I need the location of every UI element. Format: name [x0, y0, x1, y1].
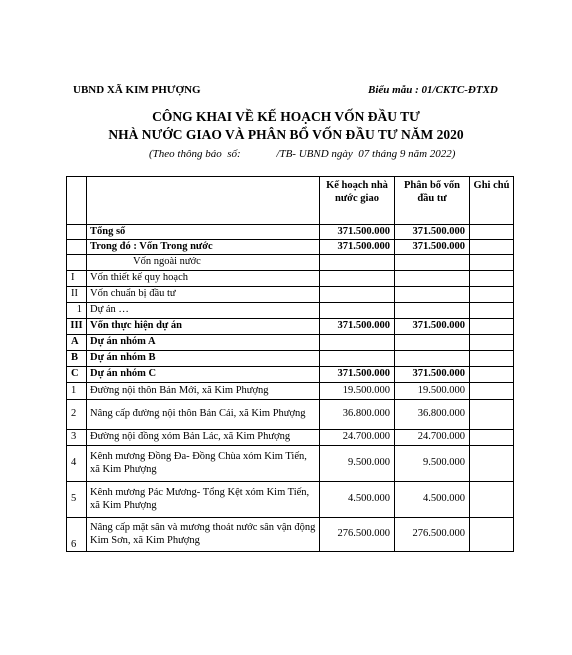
- row-plan: 276.500.000: [320, 518, 395, 552]
- header-alloc: Phân bổ vốn đầu tư: [395, 177, 470, 225]
- table-row: [67, 482, 514, 518]
- row-note: [470, 518, 514, 552]
- row-stt: 1: [67, 303, 87, 319]
- row-alloc: [395, 271, 470, 287]
- table-row: [67, 383, 514, 400]
- table-row: [67, 518, 514, 552]
- table-row: [67, 271, 514, 287]
- row-name: Nâng cấp mặt sân và mương thoát nước sân vận động Kim Sơn, xã Kim Phượng: [87, 518, 320, 552]
- row-note: [470, 319, 514, 335]
- row-stt: [67, 225, 87, 240]
- table-row: [67, 319, 514, 335]
- row-alloc: 371.500.000: [395, 240, 470, 255]
- row-name: Vốn ngoài nước: [87, 255, 320, 271]
- header-note: Ghi chú: [470, 177, 514, 225]
- row-name: Kênh mương Pác Mương- Tổng Kệt xóm Kim Tiến, xã Kim Phượng: [87, 482, 320, 518]
- table-row: [67, 430, 514, 446]
- row-name: Vốn thiết kế quy hoạch: [87, 271, 320, 287]
- row-name: Trong đó : Vốn Trong nước: [87, 240, 320, 255]
- row-note: [470, 287, 514, 303]
- row-name: Nâng cấp đường nội thôn Bản Cái, xã Kim Phượng: [87, 400, 320, 430]
- row-stt: 3: [67, 430, 87, 446]
- row-alloc: [395, 335, 470, 351]
- row-plan: 371.500.000: [320, 367, 395, 383]
- row-plan: [320, 255, 395, 271]
- row-note: [470, 367, 514, 383]
- row-note: [470, 240, 514, 255]
- form-code: Biểu mẫu : 01/CKTC-ĐTXD: [368, 84, 498, 96]
- table-row: [67, 446, 514, 482]
- row-plan: 24.700.000: [320, 430, 395, 446]
- row-stt: II: [67, 287, 87, 303]
- row-note: [470, 335, 514, 351]
- row-stt: I: [67, 271, 87, 287]
- row-stt: C: [67, 367, 87, 383]
- investment-plan-table: [66, 176, 514, 552]
- row-stt: III: [67, 319, 87, 335]
- row-note: [470, 400, 514, 430]
- row-note: [470, 271, 514, 287]
- row-stt: 5: [67, 482, 87, 518]
- row-alloc: 24.700.000: [395, 430, 470, 446]
- table-row: [67, 400, 514, 430]
- row-alloc: 19.500.000: [395, 383, 470, 400]
- organization-name: UBND XÃ KIM PHƯỢNG: [73, 84, 201, 96]
- row-plan: [320, 335, 395, 351]
- row-name: Vốn thực hiện dự án: [87, 319, 320, 335]
- row-stt: A: [67, 335, 87, 351]
- row-plan: [320, 351, 395, 367]
- row-plan: [320, 303, 395, 319]
- row-name: Đường nội thôn Bản Mới, xã Kim Phượng: [87, 383, 320, 400]
- row-plan: [320, 287, 395, 303]
- row-plan: 371.500.000: [320, 225, 395, 240]
- row-name: Dự án nhóm C: [87, 367, 320, 383]
- row-stt: [67, 240, 87, 255]
- row-note: [470, 225, 514, 240]
- row-stt: 2: [67, 400, 87, 430]
- row-name: Đường nội đồng xóm Bản Lác, xã Kim Phượng: [87, 430, 320, 446]
- row-alloc: 371.500.000: [395, 319, 470, 335]
- row-plan: 371.500.000: [320, 319, 395, 335]
- row-plan: [320, 271, 395, 287]
- row-name: Dự án nhóm A: [87, 335, 320, 351]
- row-alloc: 4.500.000: [395, 482, 470, 518]
- table-row: [67, 287, 514, 303]
- header-stt: [67, 177, 87, 225]
- table-row: [67, 240, 514, 255]
- row-alloc: [395, 287, 470, 303]
- row-name: Dự án nhóm B: [87, 351, 320, 367]
- table-row: [67, 225, 514, 240]
- row-stt: 1: [67, 383, 87, 400]
- row-alloc: 9.500.000: [395, 446, 470, 482]
- row-plan: 9.500.000: [320, 446, 395, 482]
- document-title-line2: NHÀ NƯỚC GIAO VÀ PHÂN BỔ VỐN ĐẦU TƯ NĂM 2020: [108, 127, 464, 142]
- row-alloc: 276.500.000: [395, 518, 470, 552]
- row-stt: B: [67, 351, 87, 367]
- notice-reference: (Theo thông báo số: /TB- UBND ngày 07 tháng 9 năm 2022): [149, 148, 456, 160]
- row-plan: 371.500.000: [320, 240, 395, 255]
- row-alloc: 371.500.000: [395, 367, 470, 383]
- table-row: [67, 335, 514, 351]
- table-header-row: [67, 177, 514, 225]
- row-alloc: [395, 303, 470, 319]
- row-note: [470, 430, 514, 446]
- header-plan: Kế hoạch nhà nước giao: [320, 177, 395, 225]
- document-title-line1: CÔNG KHAI VỀ KẾ HOẠCH VỐN ĐẦU TƯ: [152, 109, 420, 124]
- row-note: [470, 255, 514, 271]
- row-stt: [67, 255, 87, 271]
- row-plan: 36.800.000: [320, 400, 395, 430]
- row-alloc: [395, 351, 470, 367]
- row-note: [470, 446, 514, 482]
- row-plan: 4.500.000: [320, 482, 395, 518]
- row-stt: 6: [67, 518, 87, 552]
- row-name: Vốn chuẩn bị đầu tư: [87, 287, 320, 303]
- table-row: [67, 303, 514, 319]
- row-name: Kênh mương Đồng Đa- Đồng Chùa xóm Kim Tiến, xã Kim Phượng: [87, 446, 320, 482]
- table-row: [67, 351, 514, 367]
- row-plan: 19.500.000: [320, 383, 395, 400]
- row-note: [470, 482, 514, 518]
- table-row: [67, 367, 514, 383]
- row-alloc: 371.500.000: [395, 225, 470, 240]
- row-alloc: 36.800.000: [395, 400, 470, 430]
- row-note: [470, 383, 514, 400]
- table-row: [67, 255, 514, 271]
- row-note: [470, 303, 514, 319]
- row-name: Tổng số: [87, 225, 320, 240]
- row-note: [470, 351, 514, 367]
- row-alloc: [395, 255, 470, 271]
- row-name: Dự án …: [87, 303, 320, 319]
- row-stt: 4: [67, 446, 87, 482]
- header-name: [87, 177, 320, 225]
